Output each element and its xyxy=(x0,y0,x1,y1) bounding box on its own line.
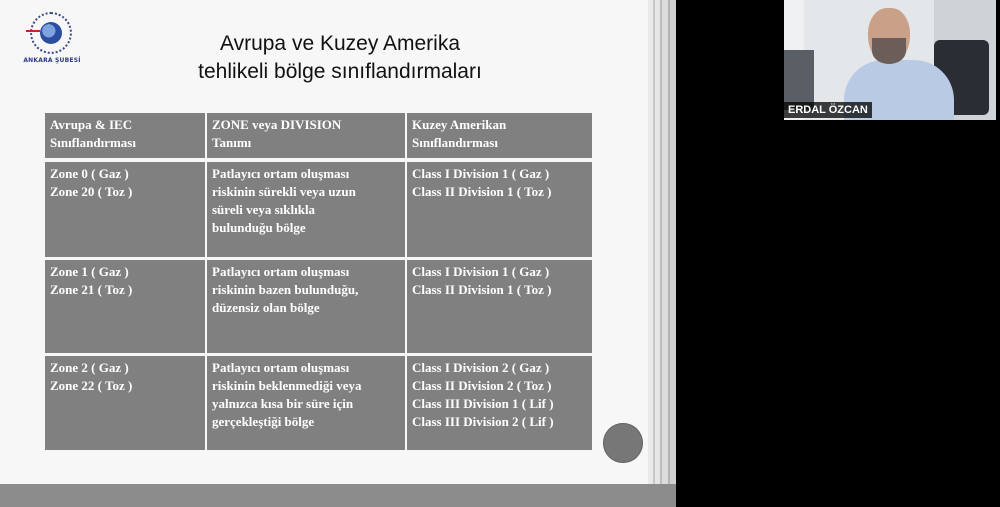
hazard-zone-table xyxy=(45,113,592,450)
logo-branch-text: ANKARA ŞUBESİ xyxy=(23,57,81,64)
slide-title-line-1: Avrupa ve Kuzey Amerika xyxy=(219,32,461,55)
table-row xyxy=(45,258,592,354)
north-america-cell: Class I Division 1 ( Gaz ) Class II Division 1 ( Toz ) xyxy=(406,160,592,258)
video-shelf xyxy=(784,50,814,110)
table-row xyxy=(45,160,592,258)
slide-decorative-stripes xyxy=(648,0,676,484)
globe-icon xyxy=(40,22,62,44)
flame-ray-icon xyxy=(26,30,40,32)
header-zone-definition: ZONE veya DIVISION Tanımı xyxy=(206,113,406,160)
table-row xyxy=(45,354,592,450)
definition-cell: Patlayıcı ortam oluşması riskinin sürekli veya uzun süreli veya sıklıkla bulunduğu bölge xyxy=(206,160,406,258)
header-europe-iec: Avrupa & IEC Sınıflandırması xyxy=(45,113,206,160)
header-north-america: Kuzey Amerikan Sınıflandırması xyxy=(406,113,592,160)
participant-name-label: ERDAL ÖZCAN xyxy=(784,102,872,118)
organization-logo xyxy=(18,10,86,72)
slide-nav-circle-button[interactable] xyxy=(603,423,643,463)
zone-cell: Zone 1 ( Gaz ) Zone 21 ( Toz ) xyxy=(45,258,206,354)
definition-cell: Patlayıcı ortam oluşması riskinin bazen bulunduğu, düzensiz olan bölge xyxy=(206,258,406,354)
north-america-cell: Class I Division 1 ( Gaz ) Class II Division 1 ( Toz ) xyxy=(406,258,592,354)
zone-cell: Zone 2 ( Gaz ) Zone 22 ( Toz ) xyxy=(45,354,206,450)
definition-cell: Patlayıcı ortam oluşması riskinin beklenmediği veya yalnızca kısa bir süre için gerçekleştiği bölge xyxy=(206,354,406,450)
participant-video-tile[interactable] xyxy=(784,0,996,120)
slide-title xyxy=(140,30,540,86)
table-header-row xyxy=(45,113,592,160)
slide-title-line-2: tehlikeli bölge sınıflandırmaları xyxy=(198,60,482,83)
presentation-bottom-bar xyxy=(0,484,676,507)
zone-cell: Zone 0 ( Gaz ) Zone 20 ( Toz ) xyxy=(45,160,206,258)
north-america-cell: Class I Division 2 ( Gaz ) Class II Division 2 ( Toz ) Class III Division 1 ( Lif ) Class III Division 2 ( Lif ) xyxy=(406,354,592,450)
participant-beard xyxy=(872,38,906,64)
